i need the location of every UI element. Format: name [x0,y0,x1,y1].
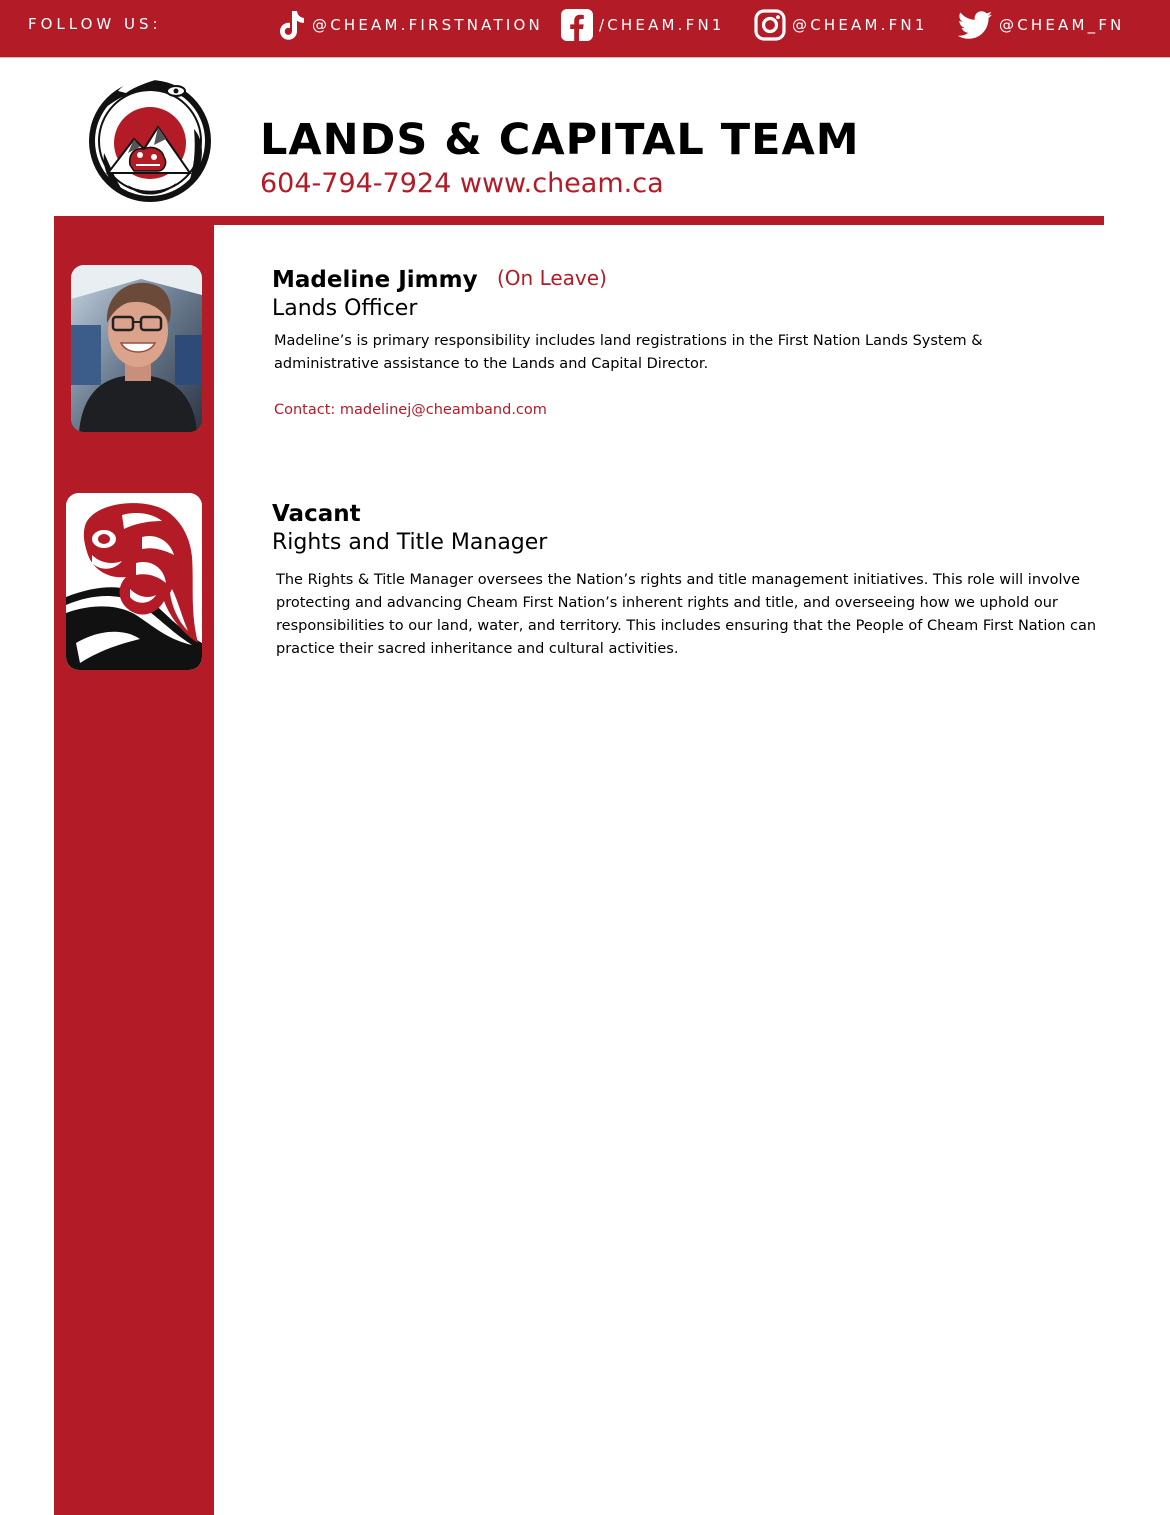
bear-emblem-icon [66,493,202,670]
staff-name: Vacant [272,501,361,527]
staff-contact-email[interactable]: Contact: madelinej@cheamband.com [274,402,547,418]
staff-description: Madeline’s is primary responsibility includes land registrations in the First Nation Lands System & administrative assistance to the Lands and Capital Director. [274,333,983,372]
tiktok-handle: @CHEAM.FIRSTNATION [312,16,543,34]
facebook-handle: /CHEAM.FN1 [599,16,725,34]
social-link-twitter[interactable] [956,8,1125,42]
instagram-handle: @CHEAM.FN1 [792,16,928,34]
staff-description: The Rights & Title Manager oversees the Nation’s rights and title management initiatives. This role will involve protecting and advancing Cheam First Nation’s inherent rights and title, and overseeing how we uphold our responsibilities to our land, water, and territory. This includes ensuring that the People of Cheam First Nation can practice their sacred inheritance and cultural activities. [276,572,1097,657]
phone-number[interactable]: 604-794-7924 [260,168,452,199]
staff-role: Lands Officer [272,296,418,321]
portrait-photo [71,265,202,432]
page-title: LANDS & CAPITAL TEAM [260,115,860,165]
website-link[interactable]: www.cheam.ca [459,168,664,199]
social-link-tiktok[interactable] [277,8,543,42]
tiktok-icon [277,8,307,42]
social-bar [0,0,1170,58]
header-contact [260,167,664,201]
social-link-facebook[interactable] [560,8,725,42]
twitter-icon [956,8,994,42]
staff-name: Madeline Jimmy [272,267,478,293]
cheam-logo-icon [84,69,216,205]
facebook-icon [560,8,594,42]
social-link-instagram[interactable] [753,8,928,42]
twitter-handle: @CHEAM_FN [999,16,1125,34]
follow-us-label: FOLLOW US: [28,15,162,33]
staff-status-badge: (On Leave) [497,266,607,290]
instagram-icon [753,8,787,42]
staff-role: Rights and Title Manager [272,530,548,555]
